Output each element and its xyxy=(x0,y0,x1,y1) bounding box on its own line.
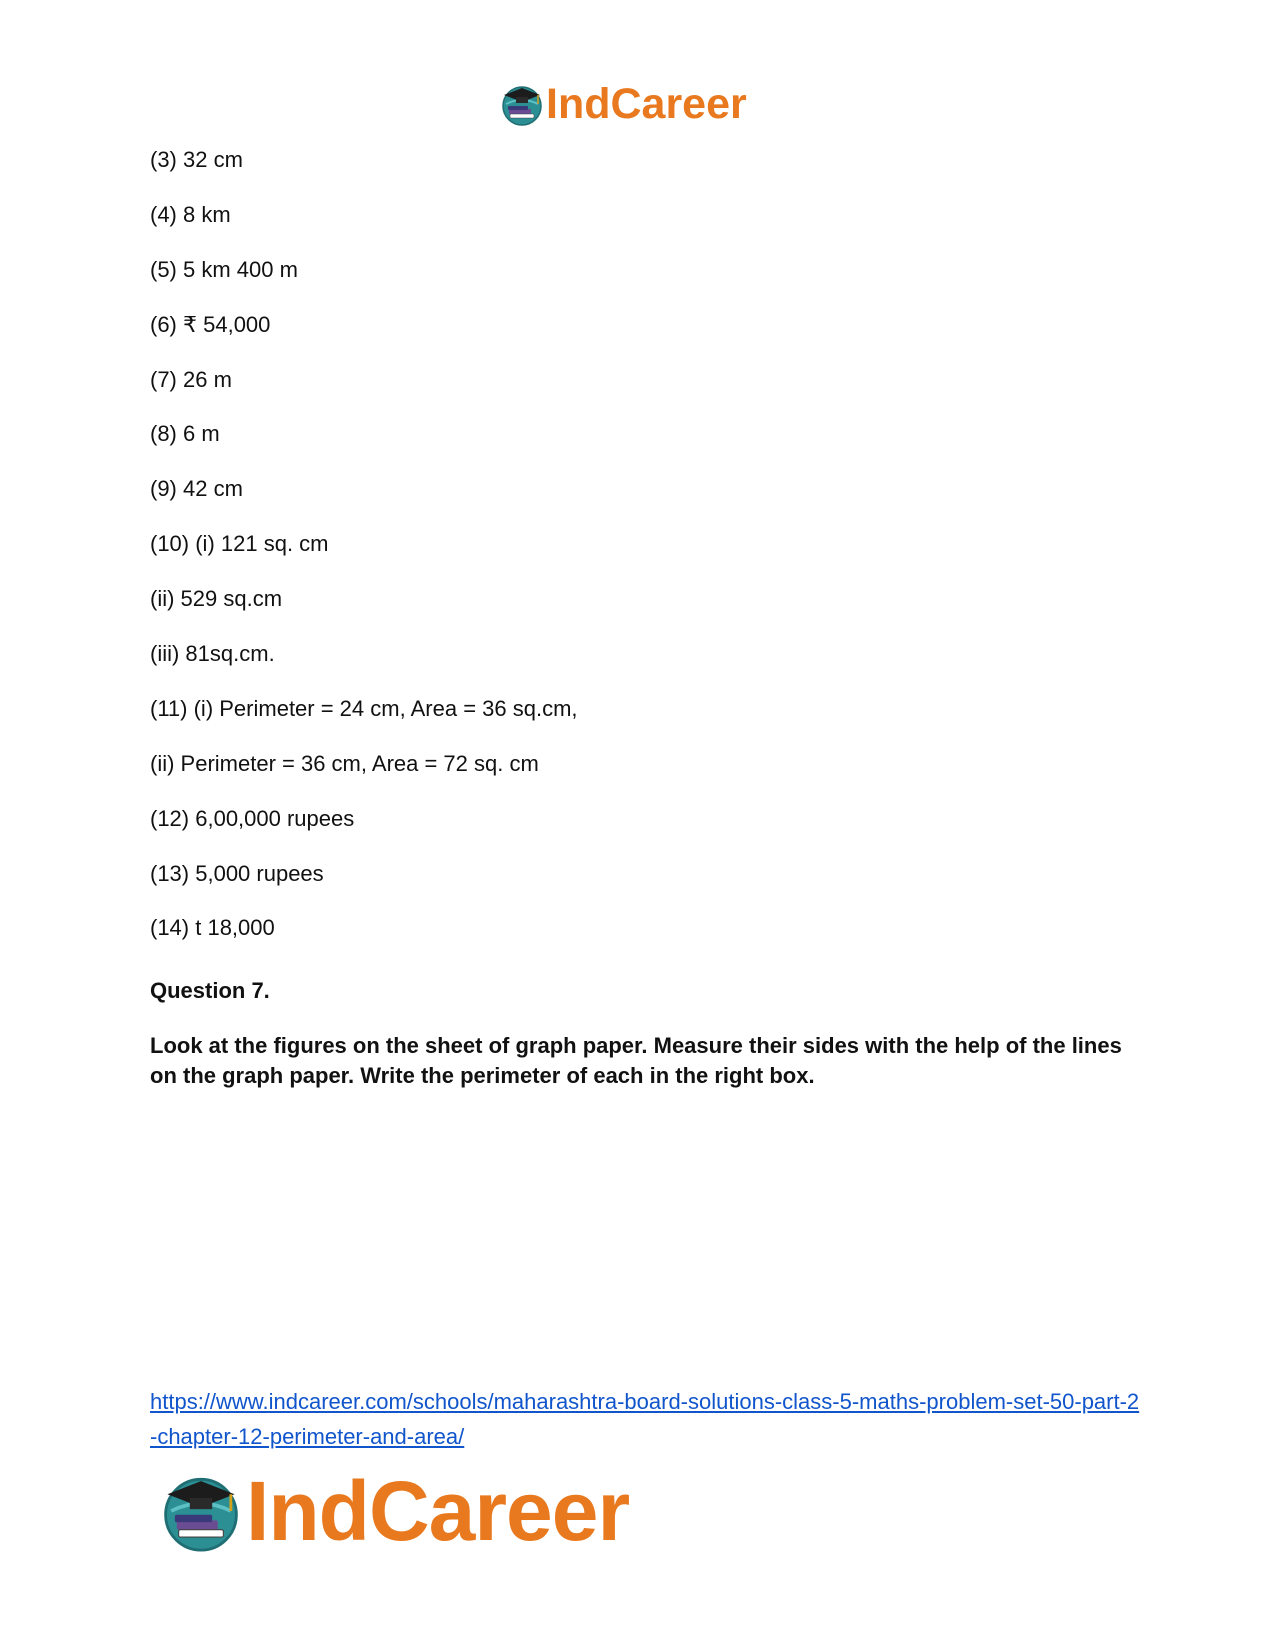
answer-item: (13) 5,000 rupees xyxy=(150,860,324,886)
answer-item: (9) 42 cm xyxy=(150,476,243,502)
graduation-cap-book-globe-icon xyxy=(500,82,544,126)
footer-logo xyxy=(160,1466,629,1556)
answer-item: (ii) 529 sq.cm xyxy=(150,586,283,612)
answer-item: (8) 6 m xyxy=(150,421,220,447)
answer-item: (ii) Perimeter = 36 cm, Area = 72 sq. cm xyxy=(150,750,539,776)
answer-item: (11) (i) Perimeter = 24 cm, Area = 36 sq.cm, xyxy=(150,695,578,721)
answer-item: (10) (i) 121 sq. cm xyxy=(150,531,329,557)
header-logo-text: IndCareer xyxy=(546,80,747,128)
answer-item: (14) t 18,000 xyxy=(150,915,275,941)
answer-item: (3) 32 cm xyxy=(150,147,243,172)
answer-list xyxy=(150,145,1150,968)
source-link[interactable]: https://www.indcareer.com/schools/maharashtra-board-solutions-class-5-maths-problem-set-50-part-2-chapter-12-perimeter-and-area/ xyxy=(150,1389,1140,1449)
answer-item: (5) 5 km 400 m xyxy=(150,256,298,282)
graduation-cap-book-globe-icon xyxy=(160,1470,242,1552)
answer-item: (iii) 81sq.cm. xyxy=(150,641,275,667)
question-text: Look at the figures on the sheet of graph paper. Measure their sides with the help of the lines on the graph paper. Write the perimeter of each in the right box. xyxy=(150,1033,1122,1088)
answer-item: (7) 26 m xyxy=(150,366,232,392)
answer-item: (4) 8 km xyxy=(150,201,231,227)
answer-item: (6) ₹ 54,000 xyxy=(150,311,271,337)
answer-item: (12) 6,00,000 rupees xyxy=(150,805,355,831)
question-title: Question 7. xyxy=(150,978,270,1003)
footer-logo-text: IndCareer xyxy=(246,1464,630,1558)
header-logo xyxy=(500,80,747,128)
